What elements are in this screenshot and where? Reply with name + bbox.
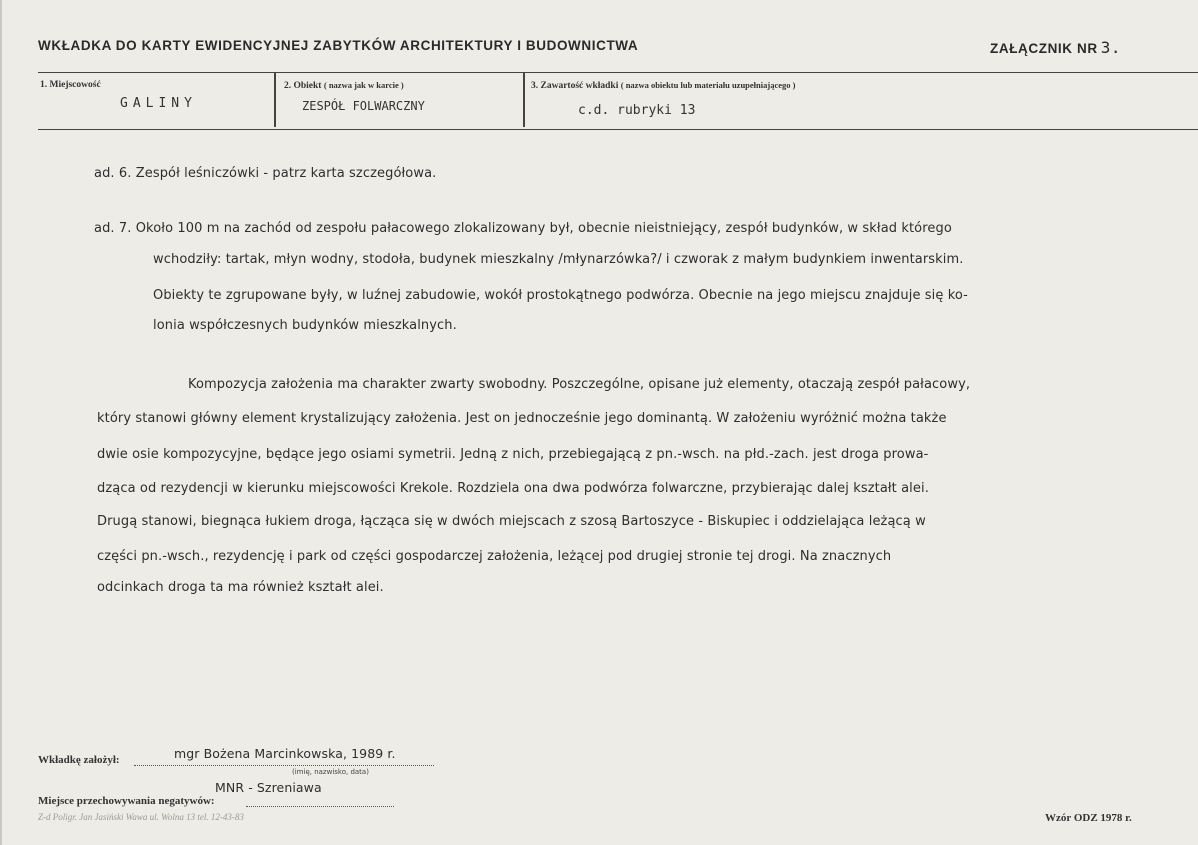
content-hint: ( nazwa obiektu lub materiału uzupełniającego ): [620, 80, 796, 90]
field-divider: [523, 73, 525, 127]
attachment-number-value: 3.: [1100, 38, 1122, 57]
content-label: 3. Zawartość wkładki: [531, 81, 619, 91]
form-pattern: Wzór ODZ 1978 r.: [1045, 812, 1132, 824]
object-label-group: [284, 80, 404, 91]
author-dotted-line: [134, 765, 434, 766]
locality-label: 1. Miejscowość: [40, 80, 101, 90]
form-title: WKŁADKA DO KARTY EWIDENCYJNEJ ZABYTKÓW ARCHITEKTURY I BUDOWNICTWA: [38, 38, 639, 53]
storage-label: Miejsce przechowywania negatywów:: [38, 795, 215, 807]
storage-value: MNR - Szreniawa: [215, 780, 322, 795]
body-line: Drugą stanowi, biegnąca łukiem droga, łącząca się w dwóch miejscach z szosą Bartoszyce - Biskupiec i oddzielająca leżącą w: [97, 514, 926, 529]
body-line: wchodziły: tartak, młyn wodny, stodoła, budynek mieszkalny /młynarzówka?/ i czworak z małym budynkiem inwentarskim.: [153, 252, 964, 267]
body-line: dząca od rezydencji w kierunku miejscowości Krekole. Rozdziela ona dwa podwórza folwarczne, przybierając dalej kształt alei.: [97, 481, 929, 496]
author-label: Wkładkę założył:: [38, 754, 120, 766]
attachment-number: [990, 38, 1121, 57]
body-line: odcinkach droga ta ma również kształt alei.: [97, 580, 384, 595]
attachment-label: ZAŁĄCZNIK NR: [990, 41, 1098, 56]
object-label: 2. Obiekt: [284, 81, 322, 91]
body-line: lonia współczesnych budynków mieszkalnych.: [153, 318, 457, 333]
body-line: który stanowi główny element krystalizujący założenia. Jest on jednocześnie jego dominantą. W założeniu wyróżnić można także: [97, 411, 947, 426]
body-line: dwie osie kompozycyjne, będące jego osiami symetrii. Jedną z nich, przebiegającą z pn.-wsch. na płd.-zach. jest droga prowa-: [97, 447, 929, 462]
content-label-group: [531, 80, 795, 91]
field-divider: [274, 73, 276, 127]
body-line: ad. 6. Zespół leśniczówki - patrz karta szczegółowa.: [94, 166, 437, 181]
locality-value: GALINY: [120, 96, 197, 111]
print-info: Z-d Poligr. Jan Jasiński Wawa ul. Wolna 13 tel. 12-43-83: [38, 812, 244, 822]
body-line: Obiekty te zgrupowane były, w luźnej zabudowie, wokół prostokątnego podwórza. Obecnie na jego miejscu znajduje się ko-: [153, 288, 968, 303]
content-value: c.d. rubryki 13: [578, 103, 696, 118]
author-value: mgr Bożena Marcinkowska, 1989 r.: [174, 746, 396, 761]
author-hint: (imię, nazwisko, data): [292, 768, 369, 776]
body-line: części pn.-wsch., rezydencję i park od części gospodarczej założenia, leżącej pod drugiej stronie tej drogi. Na znacznych: [97, 549, 892, 564]
object-hint: ( nazwa jak w karcie ): [323, 80, 404, 90]
body-line: Kompozycja założenia ma charakter zwarty swobodny. Poszczególne, opisane już elementy, otaczają zespół pałacowy,: [188, 377, 971, 392]
body-line: ad. 7. Około 100 m na zachód od zespołu pałacowego zlokalizowany był, obecnie nieistniejący, zespół budynków, w skład którego: [94, 221, 952, 236]
storage-dotted-line: [246, 806, 394, 807]
object-value: ZESPÓŁ FOLWARCZNY: [302, 99, 425, 113]
